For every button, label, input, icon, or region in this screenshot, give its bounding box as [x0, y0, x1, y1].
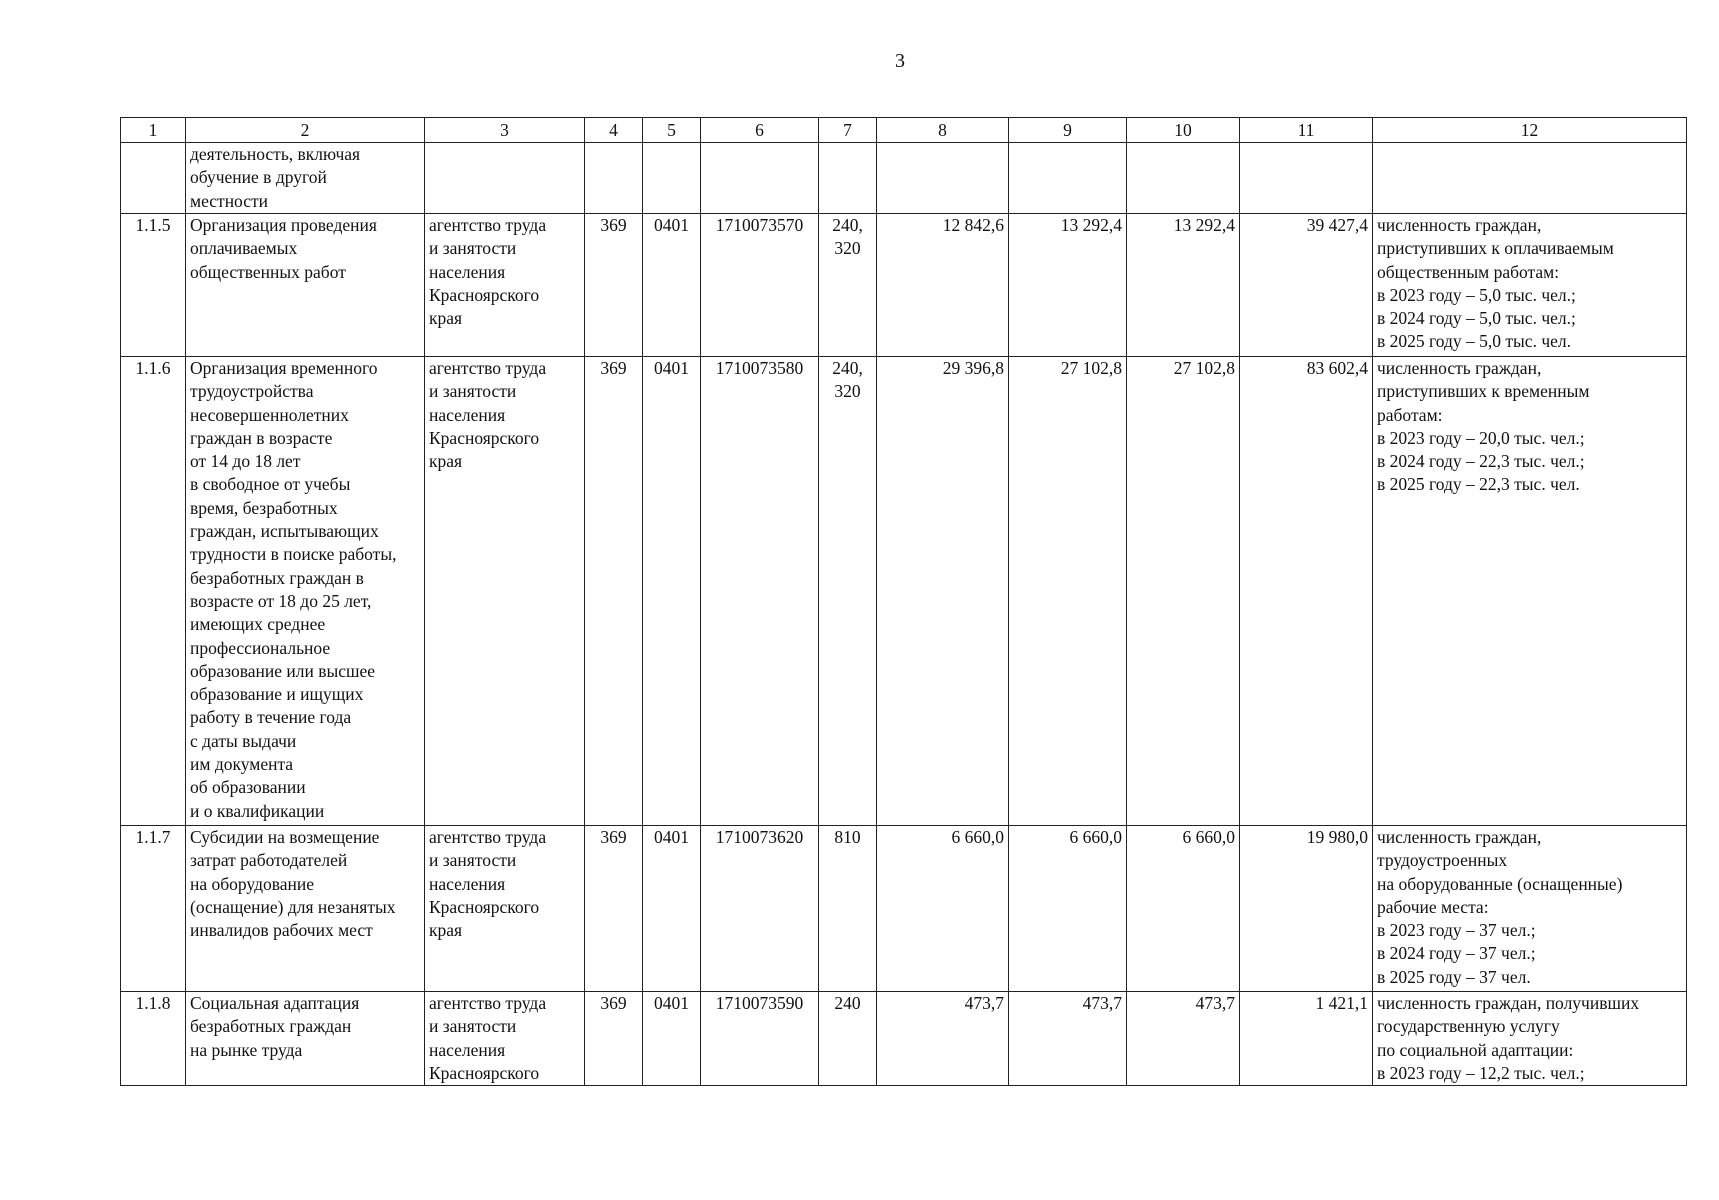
header-cell: 4: [585, 118, 643, 143]
executor: агентство труда и занятости населения Красноярского края: [425, 826, 585, 992]
value-col11: 19 980,0: [1240, 826, 1373, 992]
code-col6: 1710073590: [701, 992, 819, 1086]
row-number: [121, 143, 186, 214]
code-col4: 369: [585, 992, 643, 1086]
header-cell: 5: [643, 118, 701, 143]
table-row: [121, 992, 1687, 1086]
expected-result: численность граждан, приступивших к оплачиваемым общественным работам: в 2023 году – 5,0 тыс. чел.; в 2024 году – 5,0 тыс. чел.; в 2025 году – 5,0 тыс. чел.: [1373, 214, 1687, 357]
header-cell: 10: [1127, 118, 1240, 143]
code-col6: [701, 143, 819, 214]
row-number: 1.1.8: [121, 992, 186, 1086]
code-col4: 369: [585, 826, 643, 992]
value-col11: 1 421,1: [1240, 992, 1373, 1086]
value-col11: 83 602,4: [1240, 357, 1373, 826]
header-cell: 3: [425, 118, 585, 143]
code-col7: 240: [819, 992, 877, 1086]
code-col6: 1710073580: [701, 357, 819, 826]
measure-name: Социальная адаптация безработных граждан на рынке труда: [186, 992, 425, 1086]
measures-table: [120, 117, 1687, 1086]
table-row: [121, 214, 1687, 357]
value-col9: [1009, 143, 1127, 214]
header-cell: 8: [877, 118, 1009, 143]
value-col8: 6 660,0: [877, 826, 1009, 992]
code-col4: 369: [585, 214, 643, 357]
expected-result: численность граждан, приступивших к временным работам: в 2023 году – 20,0 тыс. чел.; в 2024 году – 22,3 тыс. чел.; в 2025 году – 22,3 тыс. чел.: [1373, 357, 1687, 826]
header-row: [121, 118, 1687, 143]
code-col5: 0401: [643, 357, 701, 826]
value-col10: [1127, 143, 1240, 214]
value-col11: 39 427,4: [1240, 214, 1373, 357]
value-col10: 13 292,4: [1127, 214, 1240, 357]
expected-result: численность граждан, получивших государственную услугу по социальной адаптации: в 2023 году – 12,2 тыс. чел.;: [1373, 992, 1687, 1086]
executor: агентство труда и занятости населения Красноярского края: [425, 214, 585, 357]
value-col10: 27 102,8: [1127, 357, 1240, 826]
code-col5: 0401: [643, 826, 701, 992]
code-col7: 240, 320: [819, 214, 877, 357]
measure-name: Организация временного трудоустройства несовершеннолетних граждан в возрасте от 14 до 18 лет в свободное от учебы время, безработных граждан, испытывающих трудности в поиске работы, безработных граждан в возрасте от 18 до 25 лет, имеющих среднее профессиональное образование или высшее образование и ищущих работу в течение года с даты выдачи им документа об образовании и о квалификации: [186, 357, 425, 826]
expected-result: численность граждан, трудоустроенных на оборудованные (оснащенные) рабочие места: в 2023 году – 37 чел.; в 2024 году – 37 чел.; в 2025 году – 37 чел.: [1373, 826, 1687, 992]
value-col8: [877, 143, 1009, 214]
header-cell: 12: [1373, 118, 1687, 143]
row-number: 1.1.6: [121, 357, 186, 826]
value-col8: 473,7: [877, 992, 1009, 1086]
code-col7: [819, 143, 877, 214]
header-cell: 7: [819, 118, 877, 143]
code-col7: 810: [819, 826, 877, 992]
code-col6: 1710073570: [701, 214, 819, 357]
value-col9: 13 292,4: [1009, 214, 1127, 357]
code-col5: [643, 143, 701, 214]
expected-result: [1373, 143, 1687, 214]
code-col5: 0401: [643, 214, 701, 357]
value-col10: 6 660,0: [1127, 826, 1240, 992]
table-row: [121, 357, 1687, 826]
table-row: [121, 143, 1687, 214]
header-cell: 9: [1009, 118, 1127, 143]
header-cell: 6: [701, 118, 819, 143]
value-col10: 473,7: [1127, 992, 1240, 1086]
executor: агентство труда и занятости населения Красноярского края: [425, 357, 585, 826]
row-number: 1.1.5: [121, 214, 186, 357]
value-col8: 12 842,6: [877, 214, 1009, 357]
measure-name: Организация проведения оплачиваемых общественных работ: [186, 214, 425, 357]
row-number: 1.1.7: [121, 826, 186, 992]
value-col8: 29 396,8: [877, 357, 1009, 826]
measure-name: деятельность, включая обучение в другой местности: [186, 143, 425, 214]
executor: [425, 143, 585, 214]
code-col6: 1710073620: [701, 826, 819, 992]
table-row: [121, 826, 1687, 992]
code-col5: 0401: [643, 992, 701, 1086]
value-col9: 27 102,8: [1009, 357, 1127, 826]
value-col11: [1240, 143, 1373, 214]
value-col9: 6 660,0: [1009, 826, 1127, 992]
header-cell: 11: [1240, 118, 1373, 143]
value-col9: 473,7: [1009, 992, 1127, 1086]
page-number: 3: [895, 50, 905, 72]
code-col7: 240, 320: [819, 357, 877, 826]
code-col4: 369: [585, 357, 643, 826]
header-cell: 2: [186, 118, 425, 143]
executor: агентство труда и занятости населения Красноярского: [425, 992, 585, 1086]
code-col4: [585, 143, 643, 214]
measure-name: Субсидии на возмещение затрат работодателей на оборудование (оснащение) для незанятых инвалидов рабочих мест: [186, 826, 425, 992]
header-cell: 1: [121, 118, 186, 143]
